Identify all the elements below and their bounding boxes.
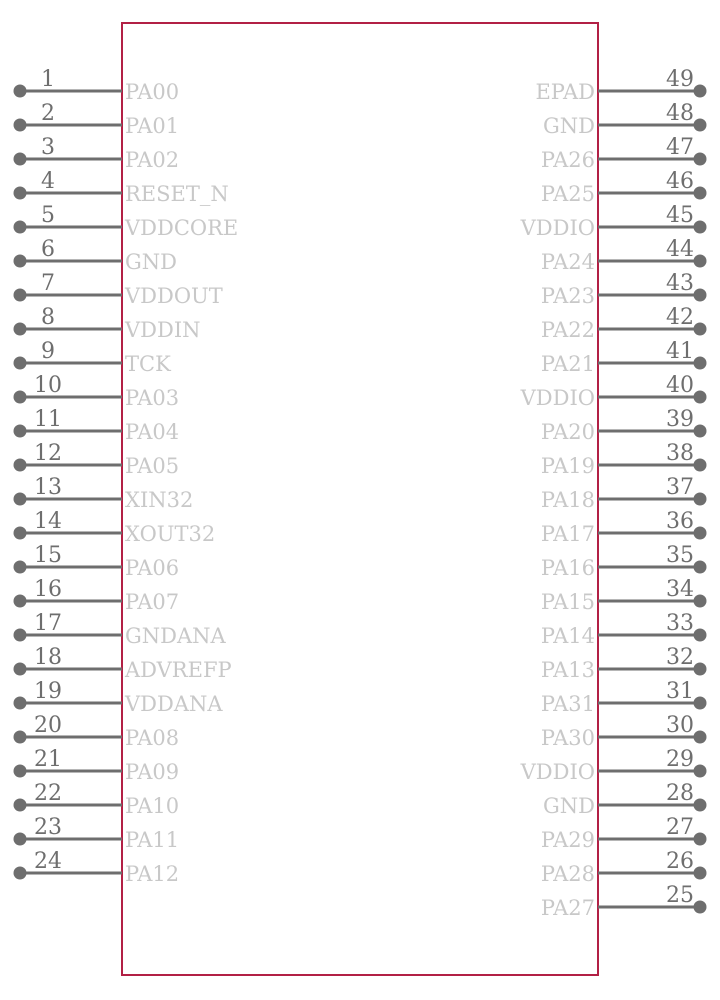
pin-28: [543, 781, 707, 818]
pin-endpoint: [694, 731, 707, 744]
pin-7: [14, 271, 223, 308]
pin-2: [14, 101, 180, 138]
pin-19: [14, 679, 224, 716]
pin-number: 42: [666, 305, 694, 330]
pin-36: [541, 509, 707, 546]
pin-endpoint: [14, 833, 27, 846]
pin-15: [14, 543, 180, 580]
pin-name: PA12: [125, 862, 180, 886]
pin-endpoint: [14, 799, 27, 812]
pin-35: [541, 543, 707, 580]
pin-endpoint: [14, 493, 27, 506]
pin-endpoint: [694, 425, 707, 438]
pin-name: PA16: [540, 556, 595, 580]
pin-endpoint: [14, 629, 27, 642]
pin-number: 2: [41, 101, 55, 126]
pin-endpoint: [694, 561, 707, 574]
pin-name: PA19: [540, 454, 595, 478]
pin-number: 32: [666, 645, 694, 670]
pin-name: XOUT32: [125, 522, 216, 546]
pin-number: 14: [34, 509, 62, 534]
pin-25: [541, 883, 707, 920]
pin-endpoint: [14, 595, 27, 608]
pin-endpoint: [694, 85, 707, 98]
pin-name: PA03: [125, 386, 180, 410]
pin-endpoint: [694, 595, 707, 608]
pin-name: VDDCORE: [125, 216, 239, 240]
pin-38: [541, 441, 707, 478]
pin-number: 36: [666, 509, 694, 534]
pin-number: 1: [41, 67, 55, 92]
pin-name: PA18: [540, 488, 595, 512]
pin-number: 12: [34, 441, 62, 466]
pin-name: PA13: [540, 658, 595, 682]
pin-48: [543, 101, 707, 138]
pin-10: [14, 373, 180, 410]
pin-endpoint: [694, 629, 707, 642]
pin-31: [541, 679, 707, 716]
pin-name: PA28: [540, 862, 595, 886]
pin-number: 38: [666, 441, 694, 466]
pin-endpoint: [694, 663, 707, 676]
pin-number: 19: [34, 679, 62, 704]
pin-24: [14, 849, 180, 886]
pin-number: 3: [41, 135, 55, 160]
pin-5: [14, 203, 239, 240]
pin-number: 43: [666, 271, 694, 296]
pin-endpoint: [694, 867, 707, 880]
pin-endpoint: [694, 765, 707, 778]
pin-6: [14, 237, 178, 274]
pin-name: PA25: [540, 182, 595, 206]
pin-number: 6: [41, 237, 55, 262]
pin-number: 20: [34, 713, 62, 738]
pin-number: 8: [41, 305, 55, 330]
pin-endpoint: [694, 391, 707, 404]
pin-name: PA10: [125, 794, 180, 818]
pin-endpoint: [694, 255, 707, 268]
pin-11: [14, 407, 180, 444]
pin-endpoint: [14, 119, 27, 132]
pin-name: GND: [125, 250, 177, 274]
pin-33: [541, 611, 707, 648]
pin-endpoint: [694, 799, 707, 812]
pin-name: VDDANA: [125, 692, 223, 716]
pin-name: PA20: [540, 420, 595, 444]
pin-endpoint: [694, 221, 707, 234]
pin-number: 25: [666, 883, 694, 908]
pin-number: 30: [666, 713, 694, 738]
pin-number: 39: [666, 407, 694, 432]
pin-26: [541, 849, 707, 886]
pin-number: 9: [41, 339, 55, 364]
pin-number: 24: [34, 849, 62, 874]
pin-endpoint: [14, 255, 27, 268]
pin-27: [541, 815, 707, 852]
pin-number: 34: [666, 577, 694, 602]
pin-endpoint: [694, 527, 707, 540]
pin-name: PA11: [125, 828, 180, 852]
pin-number: 13: [34, 475, 62, 500]
pin-endpoint: [694, 119, 707, 132]
pin-number: 5: [41, 203, 55, 228]
pin-number: 31: [666, 679, 694, 704]
pin-number: 18: [34, 645, 62, 670]
pin-17: [14, 611, 227, 648]
pin-number: 48: [666, 101, 694, 126]
pin-32: [541, 645, 707, 682]
pin-name: XIN32: [125, 488, 194, 512]
pin-number: 40: [666, 373, 694, 398]
pin-14: [14, 509, 216, 546]
pin-39: [541, 407, 707, 444]
pin-endpoint: [694, 153, 707, 166]
pin-endpoint: [14, 85, 27, 98]
pin-number: 17: [34, 611, 62, 636]
pin-endpoint: [694, 493, 707, 506]
pin-endpoint: [14, 731, 27, 744]
pin-endpoint: [14, 357, 27, 370]
pin-49: [535, 67, 706, 104]
pin-number: 44: [666, 237, 694, 262]
pin-number: 22: [34, 781, 62, 806]
pin-endpoint: [694, 187, 707, 200]
pin-endpoint: [694, 289, 707, 302]
pin-endpoint: [14, 561, 27, 574]
pin-number: 45: [666, 203, 694, 228]
pin-name: VDDIO: [520, 760, 595, 784]
pin-number: 16: [34, 577, 62, 602]
pin-40: [520, 373, 707, 410]
pin-name: PA29: [540, 828, 595, 852]
pin-23: [14, 815, 180, 852]
pin-number: 7: [41, 271, 55, 296]
pin-46: [541, 169, 707, 206]
pin-number: 29: [666, 747, 694, 772]
pin-12: [14, 441, 180, 478]
pin-endpoint: [14, 527, 27, 540]
pin-number: 46: [666, 169, 694, 194]
pin-name: PA26: [540, 148, 595, 172]
pin-number: 33: [666, 611, 694, 636]
pin-name: RESET_N: [125, 182, 229, 206]
pin-number: 49: [666, 67, 694, 92]
pin-21: [14, 747, 180, 784]
pin-endpoint: [14, 187, 27, 200]
pin-endpoint: [694, 901, 707, 914]
pin-endpoint: [14, 425, 27, 438]
pin-number: 35: [666, 543, 694, 568]
pin-name: GNDANA: [125, 624, 226, 648]
pin-number: 37: [666, 475, 694, 500]
pin-29: [520, 747, 707, 784]
pin-name: PA05: [125, 454, 180, 478]
pin-name: PA17: [540, 522, 595, 546]
pin-name: PA15: [540, 590, 595, 614]
pin-name: PA21: [540, 352, 595, 376]
pin-endpoint: [14, 323, 27, 336]
pin-name: PA08: [125, 726, 180, 750]
pin-name: PA27: [540, 896, 595, 920]
pin-name: PA14: [540, 624, 595, 648]
pin-name: PA24: [540, 250, 595, 274]
pin-name: PA09: [125, 760, 180, 784]
right-pin-group: [520, 67, 707, 920]
pin-number: 21: [34, 747, 62, 772]
pin-number: 4: [41, 169, 55, 194]
pin-name: PA22: [540, 318, 595, 342]
pin-number: 23: [34, 815, 62, 840]
pin-45: [520, 203, 707, 240]
pin-number: 41: [666, 339, 694, 364]
left-pin-group: [14, 67, 239, 886]
pin-22: [14, 781, 180, 818]
pin-endpoint: [14, 765, 27, 778]
pin-13: [14, 475, 194, 512]
pin-number: 47: [666, 135, 694, 160]
pin-name: VDDIO: [520, 216, 595, 240]
pin-endpoint: [14, 459, 27, 472]
pin-endpoint: [694, 357, 707, 370]
component-body: [122, 23, 598, 975]
pin-name: PA23: [540, 284, 595, 308]
pin-47: [541, 135, 707, 172]
pin-number: 11: [34, 407, 62, 432]
pin-endpoint: [14, 867, 27, 880]
pin-endpoint: [694, 323, 707, 336]
pin-name: VDDOUT: [125, 284, 223, 308]
pin-number: 27: [666, 815, 694, 840]
pin-name: PA00: [125, 80, 180, 104]
pin-name: GND: [543, 114, 595, 138]
pin-name: PA30: [540, 726, 595, 750]
pin-9: [14, 339, 172, 376]
pin-number: 10: [34, 373, 62, 398]
pin-number: 26: [666, 849, 694, 874]
pin-endpoint: [14, 663, 27, 676]
pin-8: [14, 305, 201, 342]
pin-endpoint: [694, 459, 707, 472]
pin-endpoint: [14, 391, 27, 404]
pin-endpoint: [14, 221, 27, 234]
pin-34: [541, 577, 707, 614]
pin-name: PA01: [125, 114, 180, 138]
pin-name: PA04: [125, 420, 180, 444]
pin-37: [541, 475, 707, 512]
pin-name: PA07: [125, 590, 180, 614]
pin-1: [14, 67, 180, 104]
pin-name: ADVREFP: [125, 658, 232, 682]
pin-name: VDDIO: [520, 386, 595, 410]
pin-number: 15: [34, 543, 62, 568]
pin-endpoint: [14, 153, 27, 166]
pin-43: [541, 271, 707, 308]
pin-name: VDDIN: [125, 318, 201, 342]
pin-name: TCK: [125, 352, 171, 376]
pin-endpoint: [14, 697, 27, 710]
pin-name: PA06: [125, 556, 180, 580]
pin-number: 28: [666, 781, 694, 806]
pin-42: [541, 305, 707, 342]
pin-3: [14, 135, 180, 172]
pin-name: PA31: [540, 692, 595, 716]
pin-20: [14, 713, 180, 750]
pin-30: [541, 713, 707, 750]
pin-endpoint: [694, 833, 707, 846]
pin-endpoint: [14, 289, 27, 302]
pin-44: [541, 237, 707, 274]
pin-name: EPAD: [535, 80, 595, 104]
pin-name: GND: [543, 794, 595, 818]
pin-41: [541, 339, 707, 376]
pin-16: [14, 577, 180, 614]
pin-name: PA02: [125, 148, 180, 172]
pin-endpoint: [694, 697, 707, 710]
